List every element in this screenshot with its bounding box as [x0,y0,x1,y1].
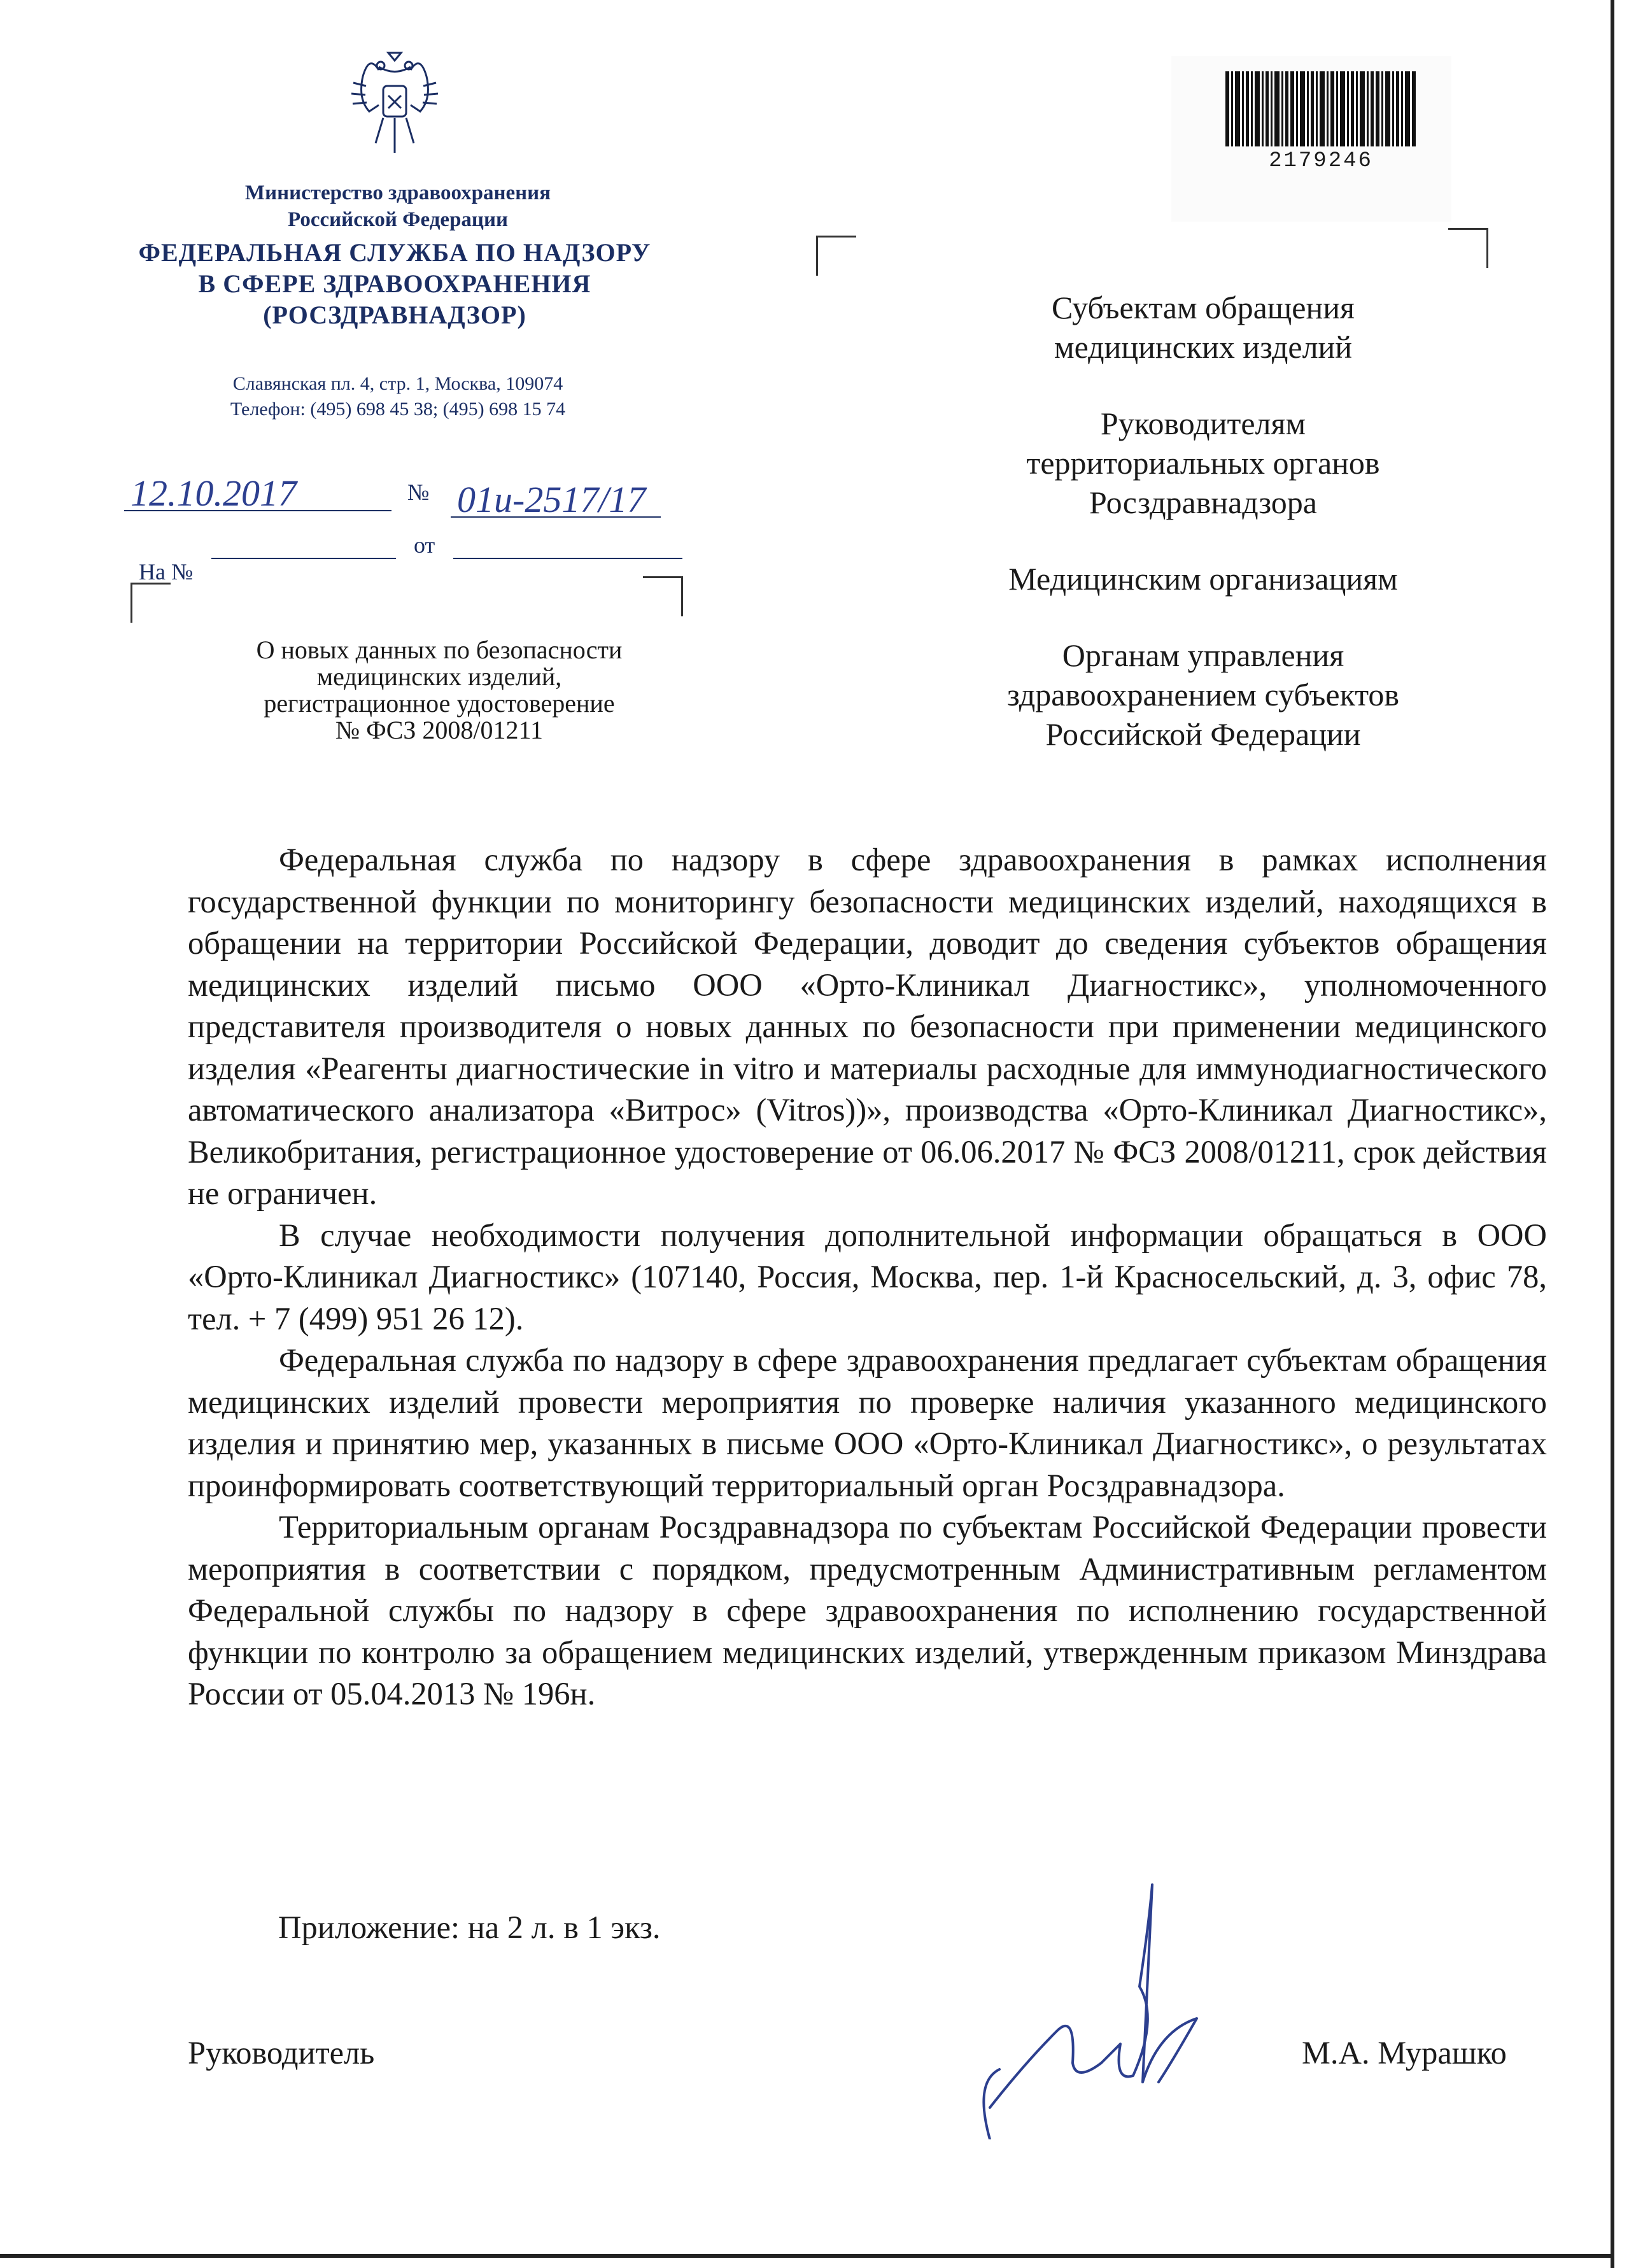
ministry-name [127,180,668,233]
body-paragraph-2: В случае необходимости получения дополнительной информации обращаться в ООО «Орто-Клиникал Диагностикс» (107140, Россия, Москва, пер. 1-й Красносельский, д. 3, офис 78, тел. + 7 (499) 951 26 12). [188,1217,1547,1336]
recipient-2: Руководителям территориальных органов Росздравнадзора [1026,406,1380,520]
service-line-2: В СФЕРЕ ЗДРАВООХРАНЕНИЯ [198,269,591,298]
body-paragraph-1: Федеральная служба по надзору в сфере здравоохранения в рамках исполнения государственной функции по мониторингу безопасности медицинских изделий, находящихся в обращении на территории Российской Федерации, доводит до сведения субъектов обращения медицинских изделий письмо ООО «Орто-Клиникал Диагностикс», уполномоченного представителя производителя о новых данных по безопасности при применении медицинского изделия «Реагенты диагностические in vitro и материалы расходные для иммунодиагностического автоматического анализатора «Витрос» (Vitros))», производства «Орто-Клиникал Диагностикс», Великобритания, регистрационное удостоверение от 06.06.2017 № ФСЗ 2008/01211, срок действия не ограничен. [188,842,1547,1211]
subject-line-4: № ФСЗ 2008/01211 [335,716,544,744]
attachment-note: Приложение: на 2 л. в 1 экз. [278,1910,661,1945]
handwritten-signature [929,1872,1260,2139]
service-name [89,237,700,330]
registration-number [451,470,782,527]
subject-corner-mark-left [130,583,171,623]
signatory-position: Руководитель [188,2035,375,2071]
ministry-line-1: Министерство здравоохранения [244,181,551,204]
service-address [127,371,668,422]
reply-from-label: от [414,532,435,558]
service-line-3: (РОСЗДРАВНАДЗОР) [263,301,526,329]
service-line-1: ФЕДЕРАЛЬНАЯ СЛУЖБА ПО НАДЗОРУ [138,238,651,267]
address-corner-mark-left [816,236,856,276]
subject-line-1: О новых данных по безопасности [256,635,623,664]
reply-number-line [211,558,396,559]
recipient-1: Субъектам обращения медицинских изделий [1052,290,1355,365]
barcode-number: 2179246 [1269,149,1373,173]
signatory-name: М.А. Мурашко [1302,2035,1507,2071]
page-edge-bottom [0,2254,1614,2258]
number-label: № [407,479,430,505]
recipient-4: Органам управления здравоохранением субъектов Российской Федерации [1006,637,1400,752]
registration-date-text: 12.10.2017 [130,472,297,514]
registration-date [124,472,398,517]
ministry-line-2: Российской Федерации [288,208,508,231]
recipient-3: Медицинским организациям [1008,561,1398,597]
subject-line-2: медицинских изделий, [316,662,562,691]
subject-corner-mark-right [643,576,683,616]
body-paragraph-3: Федеральная служба по надзору в сфере здравоохранения предлагает субъектам обращения медицинских изделий провести мероприятия по проверке наличия указанного медицинского изделия и принятию мер, указанных в письме ООО «Орто-Клиникал Диагностикс», о результатах проинформировать соответствующий территориальный орган Росздравнадзора. [188,1342,1547,1503]
subject-line-3: регистрационное удостоверение [264,689,615,718]
address-line-1: Славянская пл. 4, стр. 1, Москва, 109074 [232,373,563,394]
reply-reference [127,532,193,585]
letter-subject [197,637,681,744]
registration-number-text: 01и-2517/17 [457,479,646,520]
page-edge-right [1611,0,1614,2268]
recipients-block [917,288,1490,791]
reply-label: На № [139,559,194,585]
address-corner-mark-right [1448,228,1488,268]
letter-body [188,839,1547,1715]
coat-of-arms-emblem [344,48,446,162]
reply-date-line [453,558,682,559]
barcode [1225,71,1416,151]
address-line-2: Телефон: (495) 698 45 38; (495) 698 15 74 [230,399,566,420]
body-paragraph-4: Территориальным органам Росздравнадзора по субъектам Российской Федерации провести мероприятия в соответствии с порядком, предусмотренным Административным регламентом Федеральной службы по надзору в сфере здравоохранения по исполнению государственной функции по контролю за обращением медицинских изделий, утвержденным приказом Минздрава России от 05.04.2013 № 196н. [188,1509,1547,1712]
